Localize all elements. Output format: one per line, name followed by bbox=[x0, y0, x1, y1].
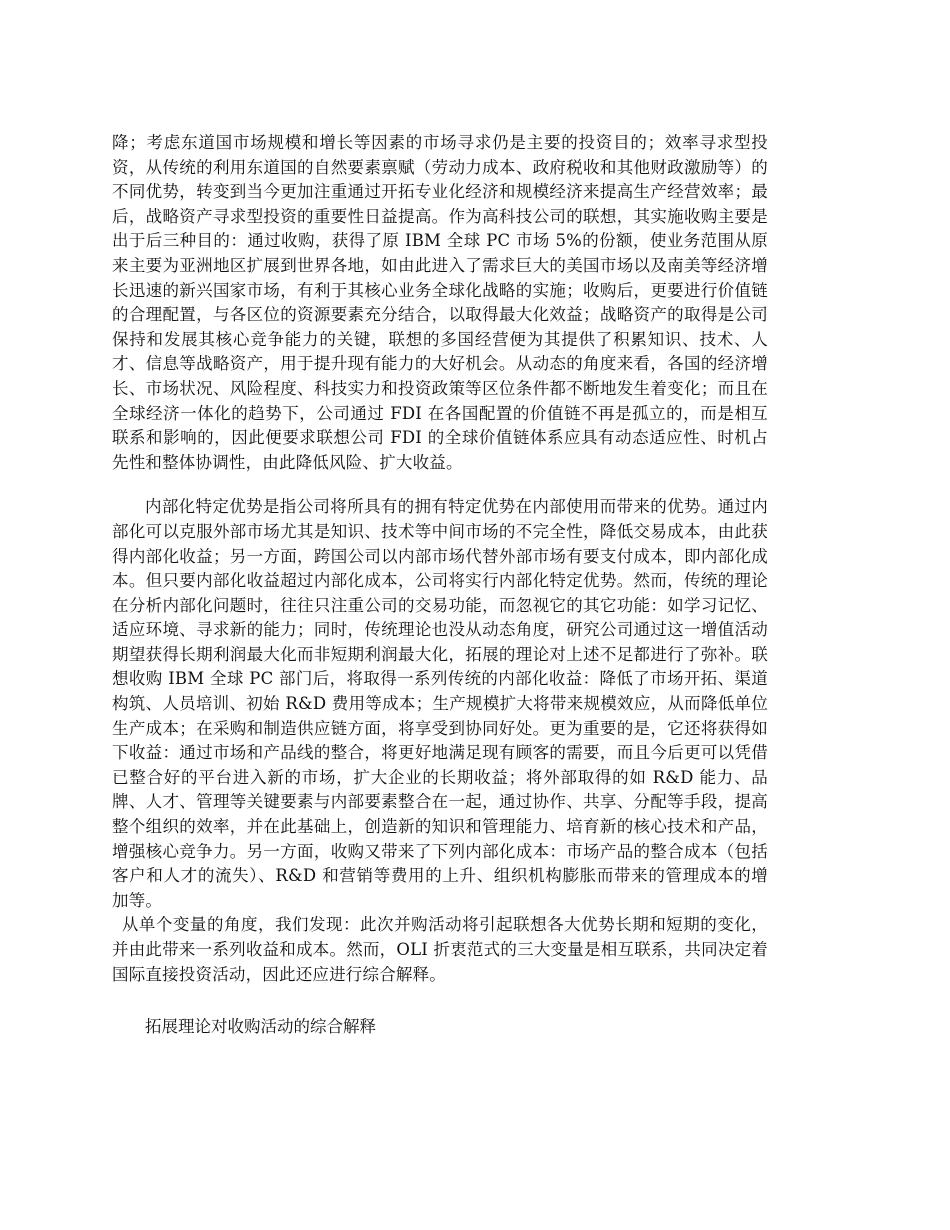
document-page bbox=[112, 131, 768, 1040]
paragraph-gap bbox=[112, 987, 768, 1015]
paragraph-single-variable: 从单个变量的角度，我们发现：此次并购活动将引起联想各大优势长期和短期的变化，并由此带来一系列收益和成本。然而，OLI 折衷范式的三大变量是相互联系，共同决定着国际直接投资活动，因此还应进行综合解释。 bbox=[112, 915, 768, 984]
section-heading: 拓展理论对收购活动的综合解释 bbox=[145, 1017, 376, 1037]
paragraph-location-advantage: 降；考虑东道国市场规模和增长等因素的市场寻求仍是主要的投资目的；效率寻求型投资，从传统的利用东道国的自然要素禀赋（劳动力成本、政府税收和其他财政激励等）的不同优势，转变到当今更加注重通过开拓专业化经济和规模经济来提高生产经营效率；最后，战略资产寻求型投资的重要性日益提高。作为高科技公司的联想，其实施收购主要是出于后三种目的：通过收购，获得了原 IBM 全球 PC 市场 5%的份额，使业务范围从原来主要为亚洲地区扩展到世界各地，如由此进入了需求巨大的美国市场以及南美等经济增长迅速的新兴国家市场，有利于其核心业务全球化战略的实施；收购后，更要进行价值链的合理配置，与各区位的资源要素充分结合，以取得最大化效益；战略资产的取得是公司保持和发展其核心竞争能力的关键，联想的多国经营便为其提供了积累知识、技术、人才、信息等战略资产，用于提升现有能力的大好机会。从动态的角度来看，各国的经济增长、市场状况、风险程度、科技实力和投资政策等区位条件都不断地发生着变化；而且在全球经济一体化的趋势下，公司通过 FDI 在各国配置的价值链不再是孤立的，而是相互联系和影响的，因此便要求联想公司 FDI 的全球价值链体系应具有动态适应性、时机占先性和整体协调性，由此降低风险、扩大收益。 bbox=[112, 133, 768, 472]
paragraph-internalization-advantage: 内部化特定优势是指公司将所具有的拥有特定优势在内部使用而带来的优势。通过内部化可以克服外部市场尤其是知识、技术等中间市场的不完全性，降低交易成本，由此获得内部化收益；另一方面，跨国公司以内部市场代替外部市场有要支付成本，即内部化成本。但只要内部化收益超过内部化成本，公司将实行内部化特定优势。然而，传统的理论在分析内部化问题时，往往只注重公司的交易功能，而忽视它的其它功能：如学习记忆、适应环境、寻求新的能力；同时，传统理论也没从动态角度，研究公司通过这一增值活动期望获得长期利润最大化而非短期利润最大化，拓展的理论对上述不足都进行了弥补。联想收购 IBM 全球 PC 部门后，将取得一系列传统的内部化收益：降低了市场开拓、渠道构筑、人员培训、初始 R&D 费用等成本；生产规模扩大将带来规模效应，从而降低单位生产成本；在采购和制造供应链方面，将享受到协同好处。更为重要的是，它还将获得如下收益：通过市场和产品线的整合，将更好地满足现有顾客的需要，而且今后更可以凭借已整合好的平台进入新的市场，扩大企业的长期收益；将外部取得的如 R&D 能力、品牌、人才、管理等关键要素与内部要素整合在一起，通过协作、共享、分配等手段，提高整个组织的效率，并在此基础上，创造新的知识和管理能力、培育新的核心技术和产品，增强核心竞争力。另一方面，收购又带来了下列内部化成本：市场产品的整合成本（包括客户和人才的流失）、R&D 和营销等费用的上升、组织机构膨胀而带来的管理成本的增加等。 bbox=[112, 497, 768, 910]
paragraph-gap bbox=[112, 475, 768, 495]
